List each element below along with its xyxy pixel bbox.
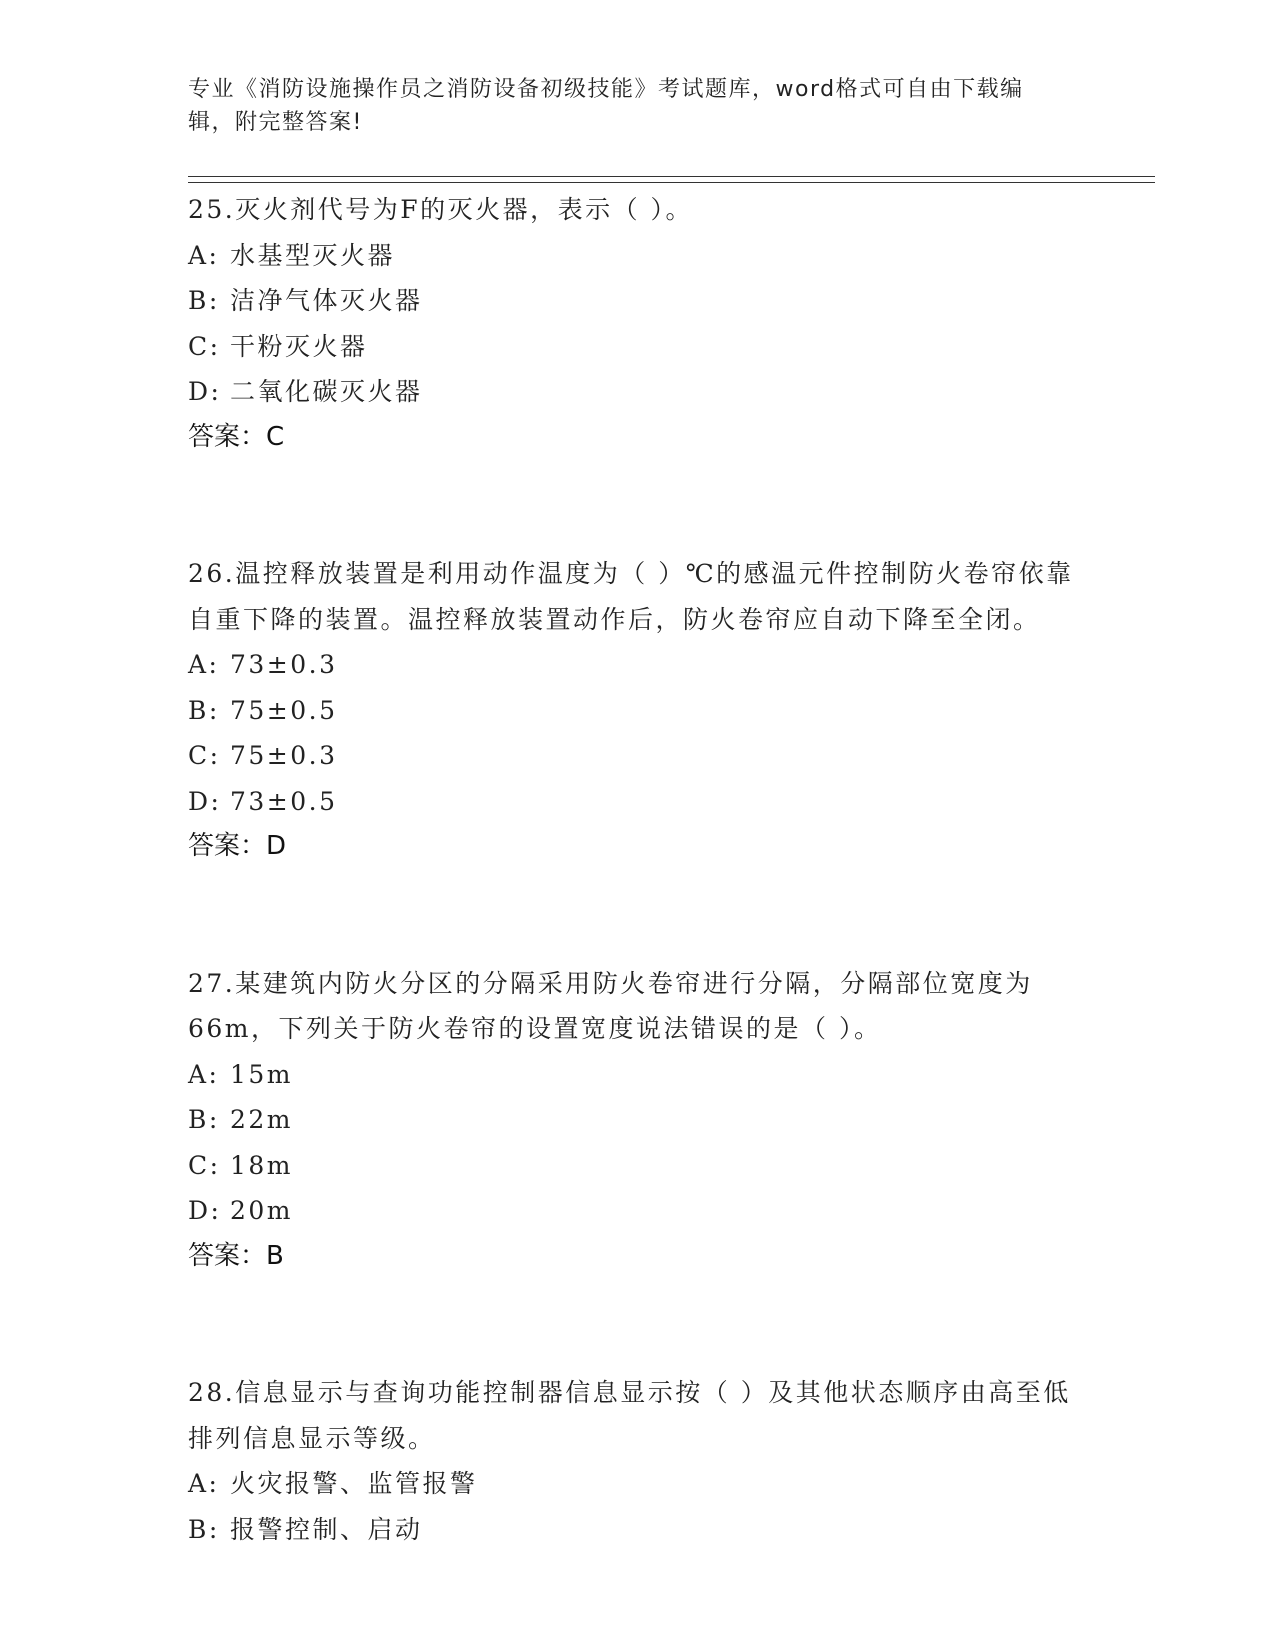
option-text: 火灾报警、监管报警 [230,1469,478,1498]
option-text: 二氧化碳灭火器 [230,377,423,406]
option-b [188,1507,1088,1553]
option-text: 报警控制、启动 [230,1514,423,1544]
option-letter: B: [188,1514,220,1544]
question-text: 25.灭火剂代号为F的灭火器，表示（ ）。 [188,195,694,224]
option-letter: B: [188,286,220,315]
question-text: 28.信息显示与查询功能控制器信息显示按（ ）及其他状态顺序由高至低排列信息显示等级。 [188,1378,1071,1453]
option-c [188,1143,1088,1189]
option-letter: A: [188,240,220,270]
option-text: 干粉灭火器 [230,331,368,361]
option-text: 18m [230,1150,294,1180]
document-header: 专业《消防设施操作员之消防设备初级技能》考试题库，word格式可自由下载编辑，附完整答案! [188,77,1024,135]
option-text: 洁净气体灭火器 [230,286,423,315]
option-letter: D: [188,377,222,406]
question-27 [188,961,1088,1280]
header-divider-top [188,176,1155,177]
option-text: 水基型灭火器 [230,240,396,270]
option-c [188,733,1088,779]
option-letter: A: [188,1059,220,1089]
question-spacer [188,870,1088,961]
option-a [188,233,1088,279]
option-d [188,1188,1088,1234]
option-d [188,369,1088,415]
option-d [188,779,1088,825]
question-text: 27.某建筑内防火分区的分隔采用防火卷帘进行分隔，分隔部位宽度为66m，下列关于防火卷帘的设置宽度说法错误的是（ ）。 [188,968,1033,1043]
question-spacer [188,1279,1088,1370]
option-letter: C: [188,741,221,770]
option-text: 73±0.3 [230,650,338,679]
question-26 [188,551,1088,870]
option-letter: B: [188,695,220,725]
option-letter: D: [188,786,222,816]
question-list [188,187,1088,1552]
question-25 [188,187,1088,460]
option-b [188,278,1088,324]
option-a [188,1461,1088,1507]
option-letter: C: [188,331,221,361]
answer-text: 答案：C [188,421,285,452]
option-letter: D: [188,1196,222,1225]
option-c [188,324,1088,370]
option-b [188,688,1088,734]
option-letter: C: [188,1150,221,1180]
option-text: 22m [230,1105,294,1134]
option-a [188,1052,1088,1098]
question-28 [188,1370,1088,1552]
option-text: 20m [230,1196,294,1225]
option-b [188,1097,1088,1143]
option-letter: A: [188,650,220,679]
option-a [188,642,1088,688]
option-text: 15m [230,1059,294,1089]
question-text: 26.温控释放装置是利用动作温度为（ ）℃的感温元件控制防火卷帘依靠自重下降的装置。温控释放装置动作后，防火卷帘应自动下降至全闭。 [188,559,1074,634]
header-divider-bottom [188,182,1155,183]
option-text: 75±0.3 [230,741,338,770]
option-letter: A: [188,1469,220,1498]
answer-text: 答案：D [188,831,287,861]
answer-text: 答案：B [188,1240,284,1271]
option-text: 75±0.5 [230,695,338,725]
question-spacer [188,460,1088,551]
option-letter: B: [188,1105,220,1134]
option-text: 73±0.5 [230,786,338,816]
